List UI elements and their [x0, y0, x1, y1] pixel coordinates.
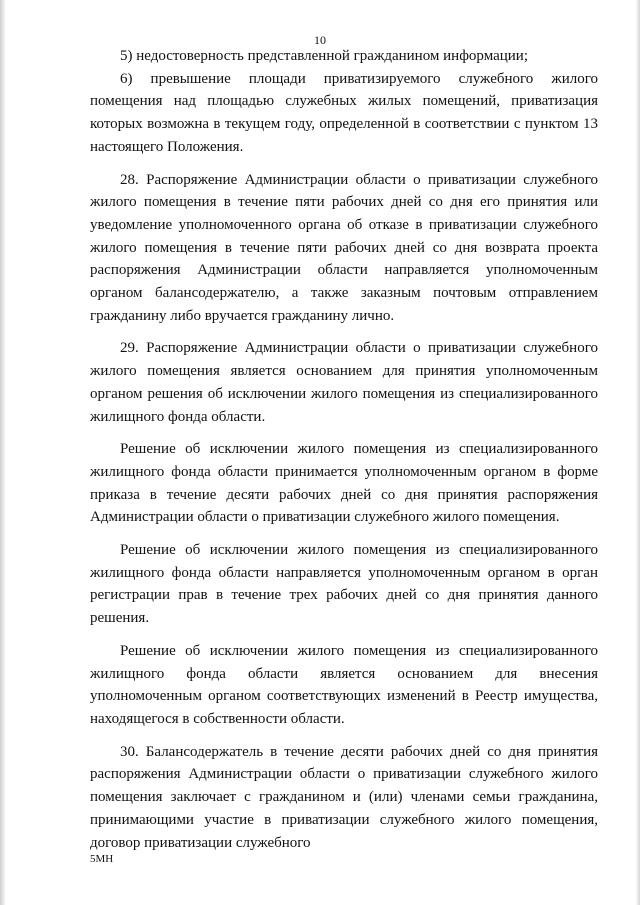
clause-30: 30. Балансодержатель в течение десяти рабочих дней со дня принятия распоряжения Администрации области о приватизации служебного жилого помещения заключает с гражданином и (или) членами семьи гражданина, принимающими участие в приватизации служебного жилого помещения, договор приватизации служебного: [90, 743, 598, 851]
clause-28: 28. Распоряжение Администрации области о приватизации служебного жилого помещения в течение пяти рабочих дней со дня его принятия или уведомление уполномоченного органа об отказе в приватизации служебного жилого помещения в течение пяти рабочих дней со дня возврата проекта распоряжения Администрации области направляется уполномоченным органом балансодержателю, а также заказным почтовым отправлением гражданину либо вручается гражданину лично.: [90, 171, 598, 324]
clause-29-decision-sending: Решение об исключении жилого помещения из специализированного жилищного фонда области направляется уполномоченным органом в орган регистрации прав в течение трех рабочих дней со дня принятия данного решения.: [90, 542, 598, 627]
page-number: 10: [314, 33, 326, 47]
clause-29: 29. Распоряжение Администрации области о приватизации служебного жилого помещения является основанием для принятия уполномоченным органом решения об исключении жилого помещения из специализированного жилищного фонда области.: [90, 340, 598, 425]
list-item-5: 5) недостоверность представленной гражданином информации;: [120, 48, 528, 64]
footer-document-code: 5МН: [90, 853, 114, 865]
clause-29-decision-adoption: Решение об исключении жилого помещения из специализированного жилищного фонда области принимается уполномоченным органом в форме приказа в течение десяти рабочих дней со дня принятия распоряжения Администрации области о приватизации служебного жилого помещения.: [90, 441, 598, 526]
list-item-6: 6) превышение площади приватизируемого служебного жилого помещения над площадью служебных жилых помещений, приватизация которых возможна в текущем году, определенной в соответствии с пунктом 13 настоящего Положения.: [90, 70, 598, 155]
document-body: [90, 45, 598, 854]
clause-29-decision-registry: Решение об исключении жилого помещения из специализированного жилищного фонда области является основанием для внесения уполномоченным органом соответствующих изменений в Реестр имущества, находящегося в собственности области.: [90, 642, 598, 727]
